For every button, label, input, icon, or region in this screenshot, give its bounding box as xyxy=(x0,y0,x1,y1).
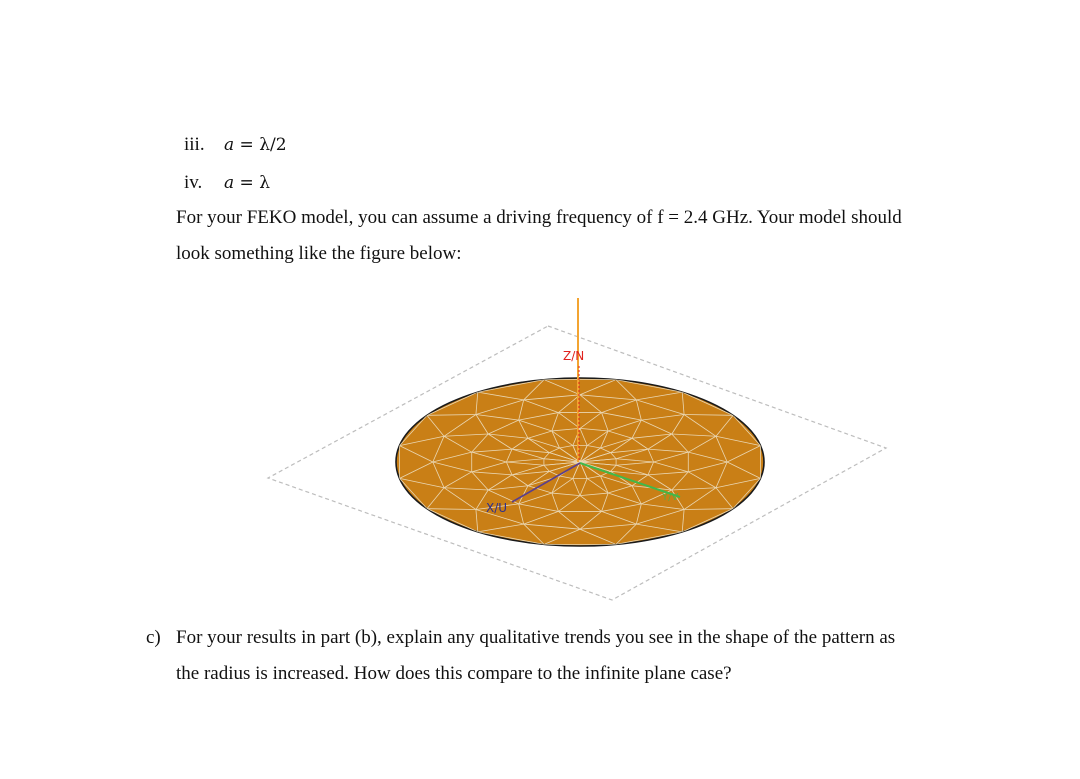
list-marker: iv. xyxy=(184,172,203,193)
equation-variable: a xyxy=(224,135,235,155)
question-c-line-1: For your results in part (b), explain any qualitative trends you see in the shape of the pattern as xyxy=(176,627,896,648)
x-axis-label: X/U xyxy=(486,501,508,515)
paragraph-line-2: look something like the figure below: xyxy=(176,243,462,264)
y-axis-label: Y/V xyxy=(662,492,679,503)
z-axis-label: Z/N xyxy=(563,349,585,363)
equation-variable: a xyxy=(224,173,235,193)
equation-rhs: = λ/2 xyxy=(234,135,287,155)
list-marker: iii. xyxy=(184,134,205,155)
question-c-line-2: the radius is increased. How does this compare to the infinite plane case? xyxy=(176,663,732,684)
question-c-marker: c) xyxy=(146,627,161,648)
equation-rhs: = λ xyxy=(234,173,270,193)
paragraph-line-1: For your FEKO model, you can assume a driving frequency of f = 2.4 GHz. Your model should xyxy=(176,207,902,228)
